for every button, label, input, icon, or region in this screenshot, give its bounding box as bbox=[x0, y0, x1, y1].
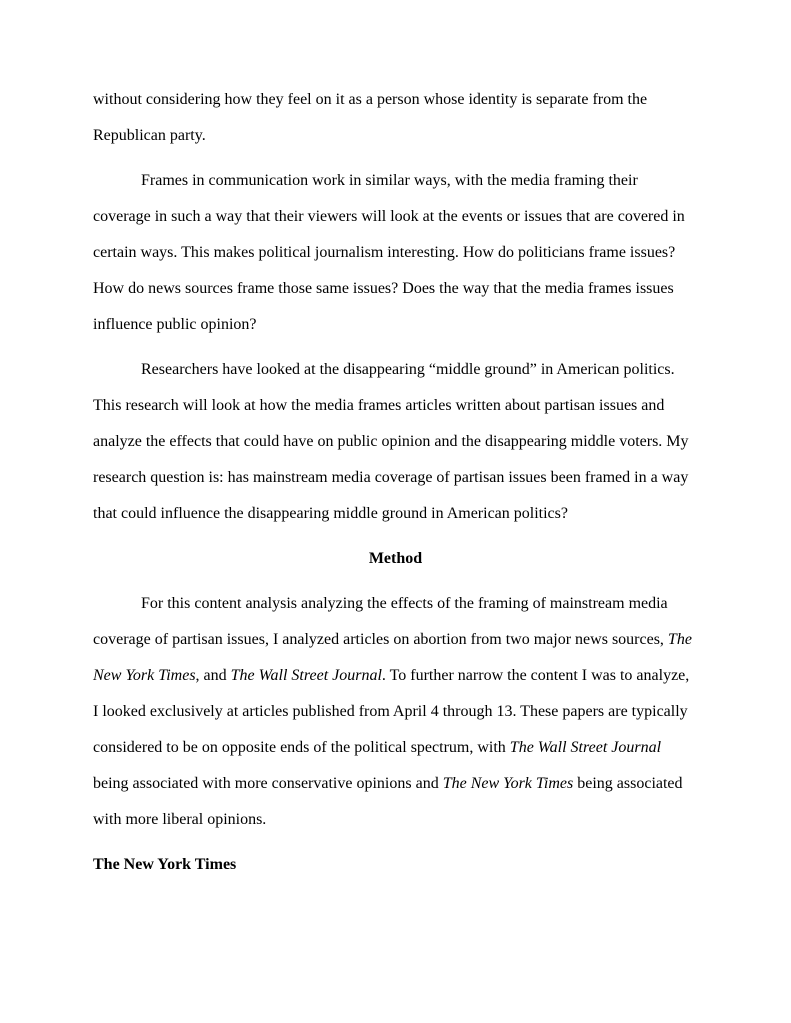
text-run: being associated with more conservative opinions and bbox=[93, 775, 443, 792]
text-run: For this content analysis analyzing the effects of the framing of mainstream media coverage of partisan issues, I analyzed articles on abortion from two major news sources, bbox=[93, 595, 668, 648]
bold-text-run: The New York Times bbox=[93, 856, 237, 873]
paragraph-method-content bbox=[93, 586, 698, 838]
paragraph-researchers bbox=[93, 352, 698, 532]
paragraph-frames bbox=[93, 163, 698, 343]
paragraph-continuation bbox=[93, 82, 698, 154]
italic-text-run: The Wall Street Journal bbox=[230, 667, 382, 684]
bold-text-run: Method bbox=[368, 550, 423, 567]
text-run: being associated with more liberal opinions. bbox=[93, 775, 683, 828]
text-run: Researchers have looked at the disappearing “middle ground” in American politics. This research will look at how the media frames articles written about partisan issues and analyze the effects that could have on public opinion and the disappearing middle voters. My research question is: has mainstream media coverage of partisan issues been framed in a way that could influence the disappearing middle ground in American politics? bbox=[93, 361, 689, 522]
text-run: Frames in communication work in similar ways, with the media framing their coverage in such a way that their viewers will look at the events or issues that are covered in certain ways. This makes political journalism interesting. How do politicians frame issues? How do news sources frame those same issues? Does the way that the media frames issues influence public opinion? bbox=[93, 172, 685, 333]
italic-text-run: The New York Times bbox=[93, 631, 692, 684]
italic-text-run: The Wall Street Journal bbox=[509, 739, 662, 756]
method-heading bbox=[93, 541, 698, 577]
document-body bbox=[93, 82, 698, 883]
text-run: without considering how they feel on it as a person whose identity is separate from the Republican party. bbox=[93, 91, 648, 144]
text-run: , and bbox=[195, 667, 231, 684]
new-york-times-heading bbox=[93, 847, 698, 883]
italic-text-run: The New York Times bbox=[442, 775, 574, 792]
text-run: . To further narrow the content I was to analyze, I looked exclusively at articles published from April 4 through 13. These papers are typically considered to be on opposite ends of the political spectrum, with bbox=[93, 667, 690, 756]
